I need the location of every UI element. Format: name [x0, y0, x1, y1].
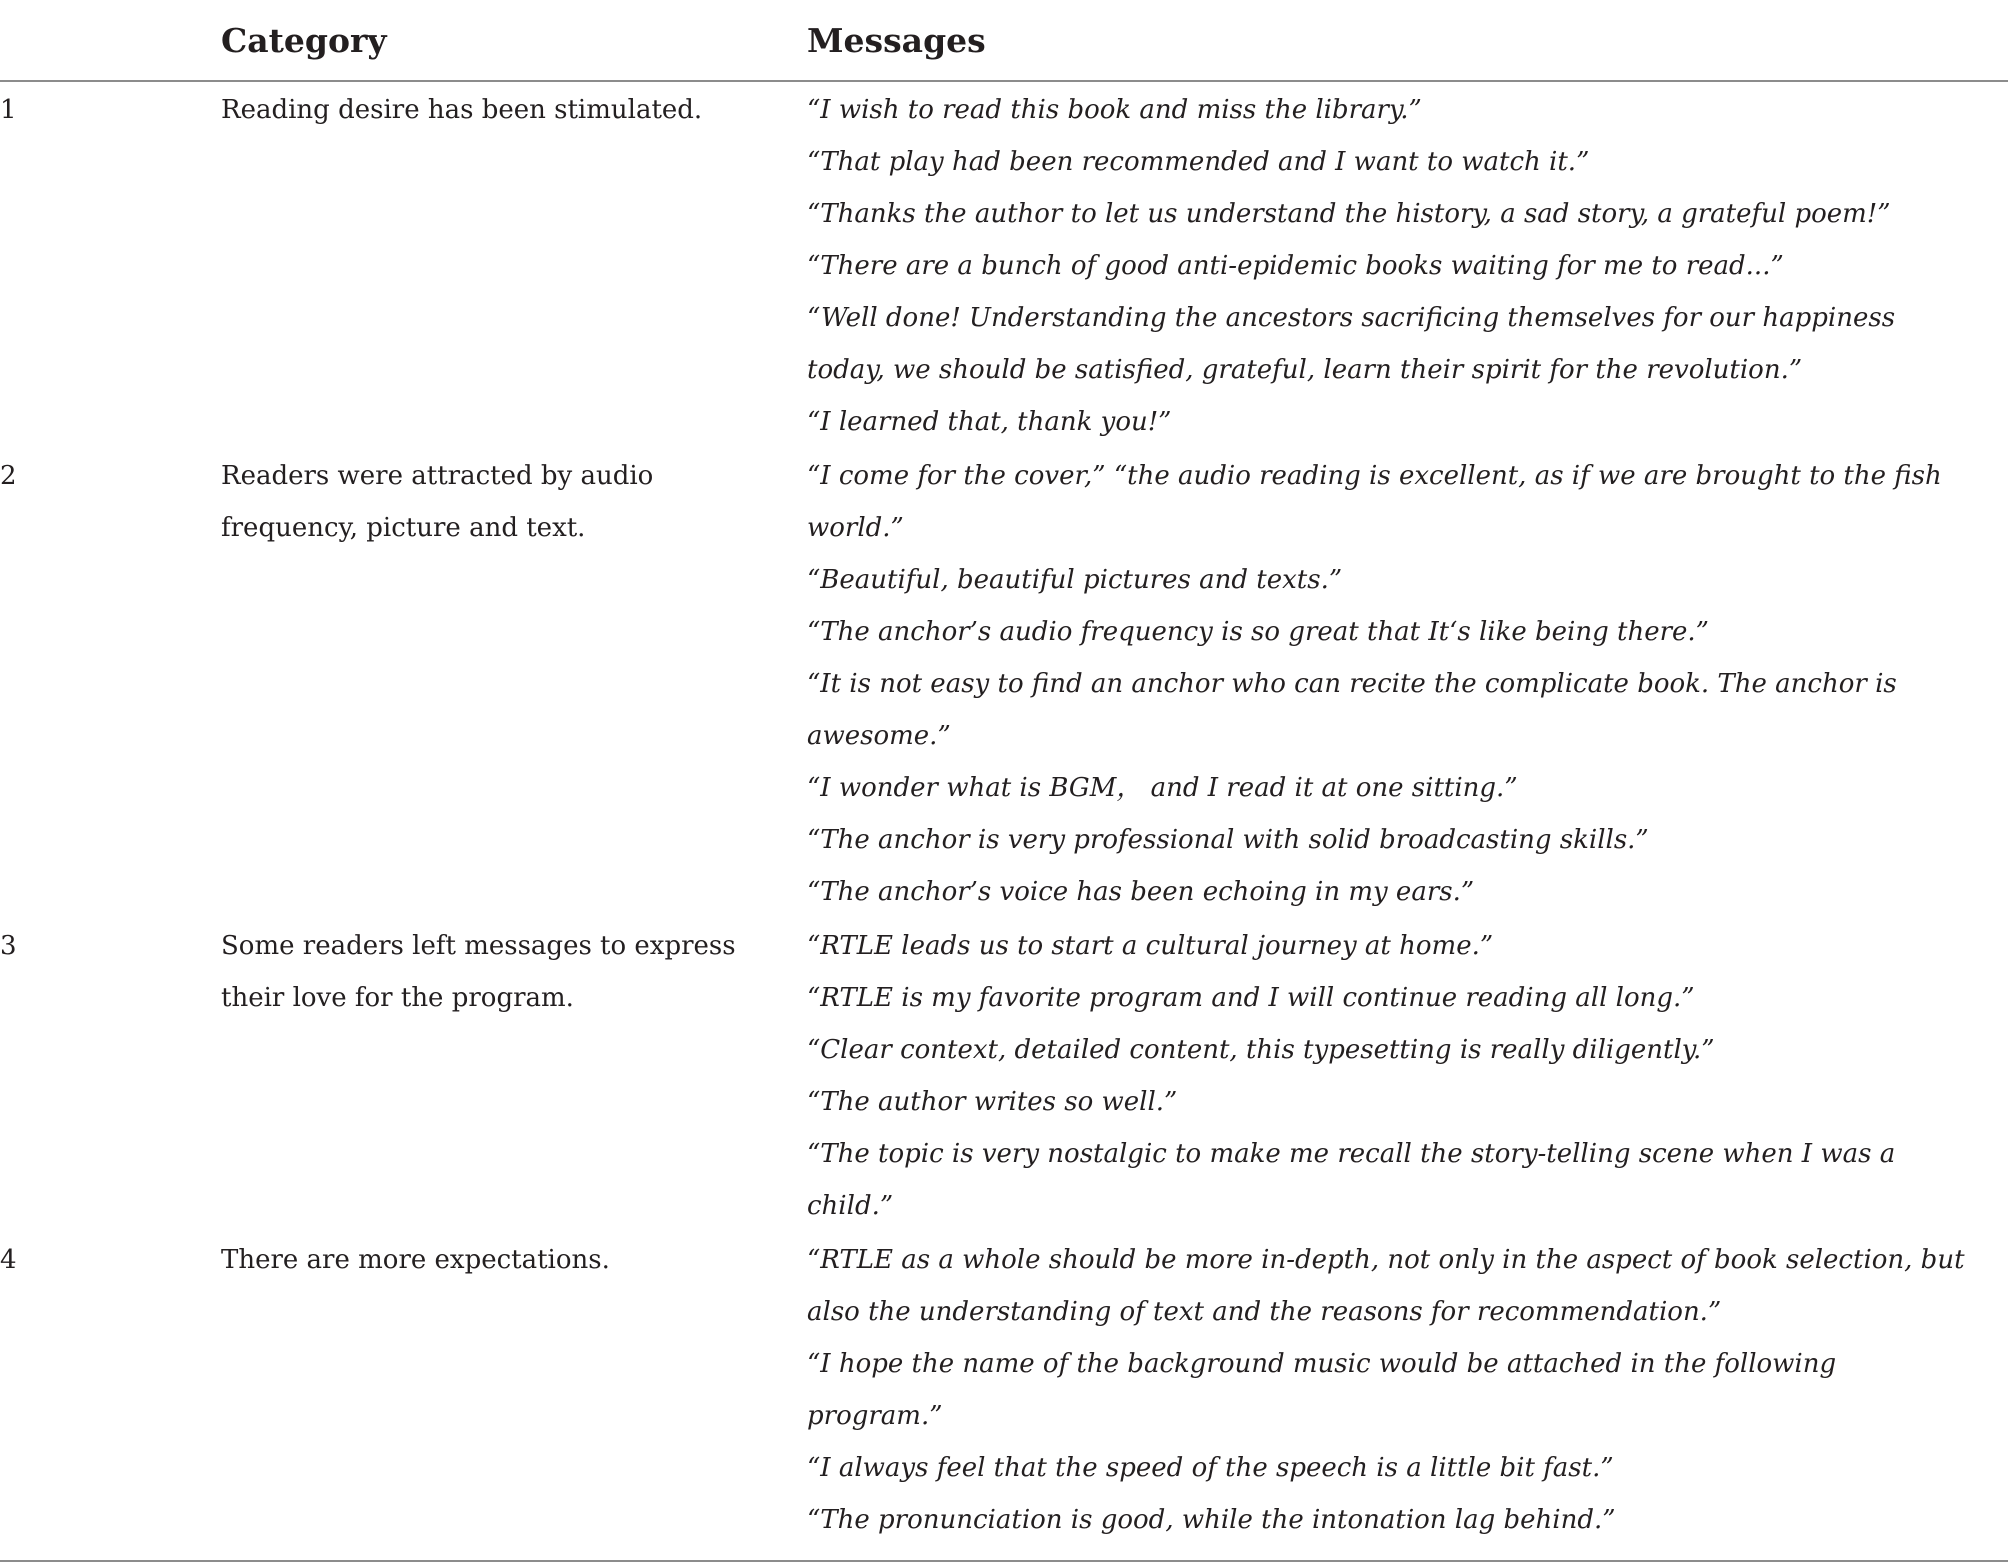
message-item: “RTLE is my favorite program and I will continue reading all long.” [807, 983, 1695, 1013]
message-item: “The author writes so well.” [807, 1087, 1178, 1117]
message-item: “I wonder what is BGM， and I read it at one sitting.” [807, 773, 1518, 803]
message-item: “Beautiful, beautiful pictures and texts.” [807, 565, 1343, 595]
row-category: There are more expectations. [221, 1245, 610, 1275]
row-number: 4 [0, 1245, 17, 1275]
message-item: “I come for the cover,” “the audio reading is excellent, as if we are brought to the fish world.” [807, 461, 1942, 543]
message-item: “RTLE leads us to start a cultural journey at home.” [807, 931, 1494, 961]
message-item: “The anchor’s voice has been echoing in my ears.” [807, 877, 1475, 907]
message-item: “The pronunciation is good, while the intonation lag behind.” [807, 1505, 1616, 1535]
message-item: “The anchor’s audio frequency is so great that It‘s like being there.” [807, 617, 1709, 647]
message-item: “There are a bunch of good anti-epidemic books waiting for me to read...” [807, 251, 1784, 281]
header-row [0, 0, 2008, 81]
row-number: 2 [0, 461, 17, 491]
table-header [0, 0, 2008, 81]
row-category: Reading desire has been stimulated. [221, 95, 703, 125]
row-category: Readers were attracted by audio frequency, picture and text. [221, 461, 654, 543]
message-item: “Well done! Understanding the ancestors sacrificing themselves for our happiness today, we should be satisfied, grateful, learn their spirit for the revolution.” [807, 303, 1896, 385]
header-number [0, 0, 221, 81]
table-body [0, 81, 2008, 1560]
message-item: “I wish to read this book and miss the library.” [807, 95, 1422, 125]
message-item: “I learned that, thank you!” [807, 407, 1172, 437]
message-item: “I always feel that the speed of the speech is a little bit fast.” [807, 1453, 1614, 1483]
header-messages: Messages [807, 0, 2008, 81]
message-item: “Clear context, detailed content, this typesetting is really diligently.” [807, 1035, 1715, 1065]
row-number: 1 [0, 95, 17, 125]
message-item: “That play had been recommended and I want to watch it.” [807, 147, 1590, 177]
table-row [0, 1232, 2008, 1338]
message-item: “I hope the name of the background music would be attached in the following program.” [807, 1349, 1837, 1431]
table-row [0, 448, 2008, 554]
table-row [0, 81, 2008, 136]
row-number: 3 [0, 931, 17, 961]
message-item: “It is not easy to find an anchor who can recite the complicate book. The anchor is awesome.” [807, 669, 1897, 751]
table-row [0, 918, 2008, 972]
message-item: “The anchor is very professional with solid broadcasting skills.” [807, 825, 1649, 855]
message-item: “The topic is very nostalgic to make me recall the story-telling scene when I was a child.” [807, 1139, 1896, 1221]
header-category: Category [221, 0, 807, 81]
message-item: “RTLE as a whole should be more in-depth, not only in the aspect of book selection, but also the understanding of text and the reasons for recommendation.” [807, 1245, 1965, 1327]
message-item: “Thanks the author to let us understand the history, a sad story, a grateful poem!” [807, 199, 1891, 229]
row-category: Some readers left messages to express their love for the program. [221, 931, 736, 1013]
